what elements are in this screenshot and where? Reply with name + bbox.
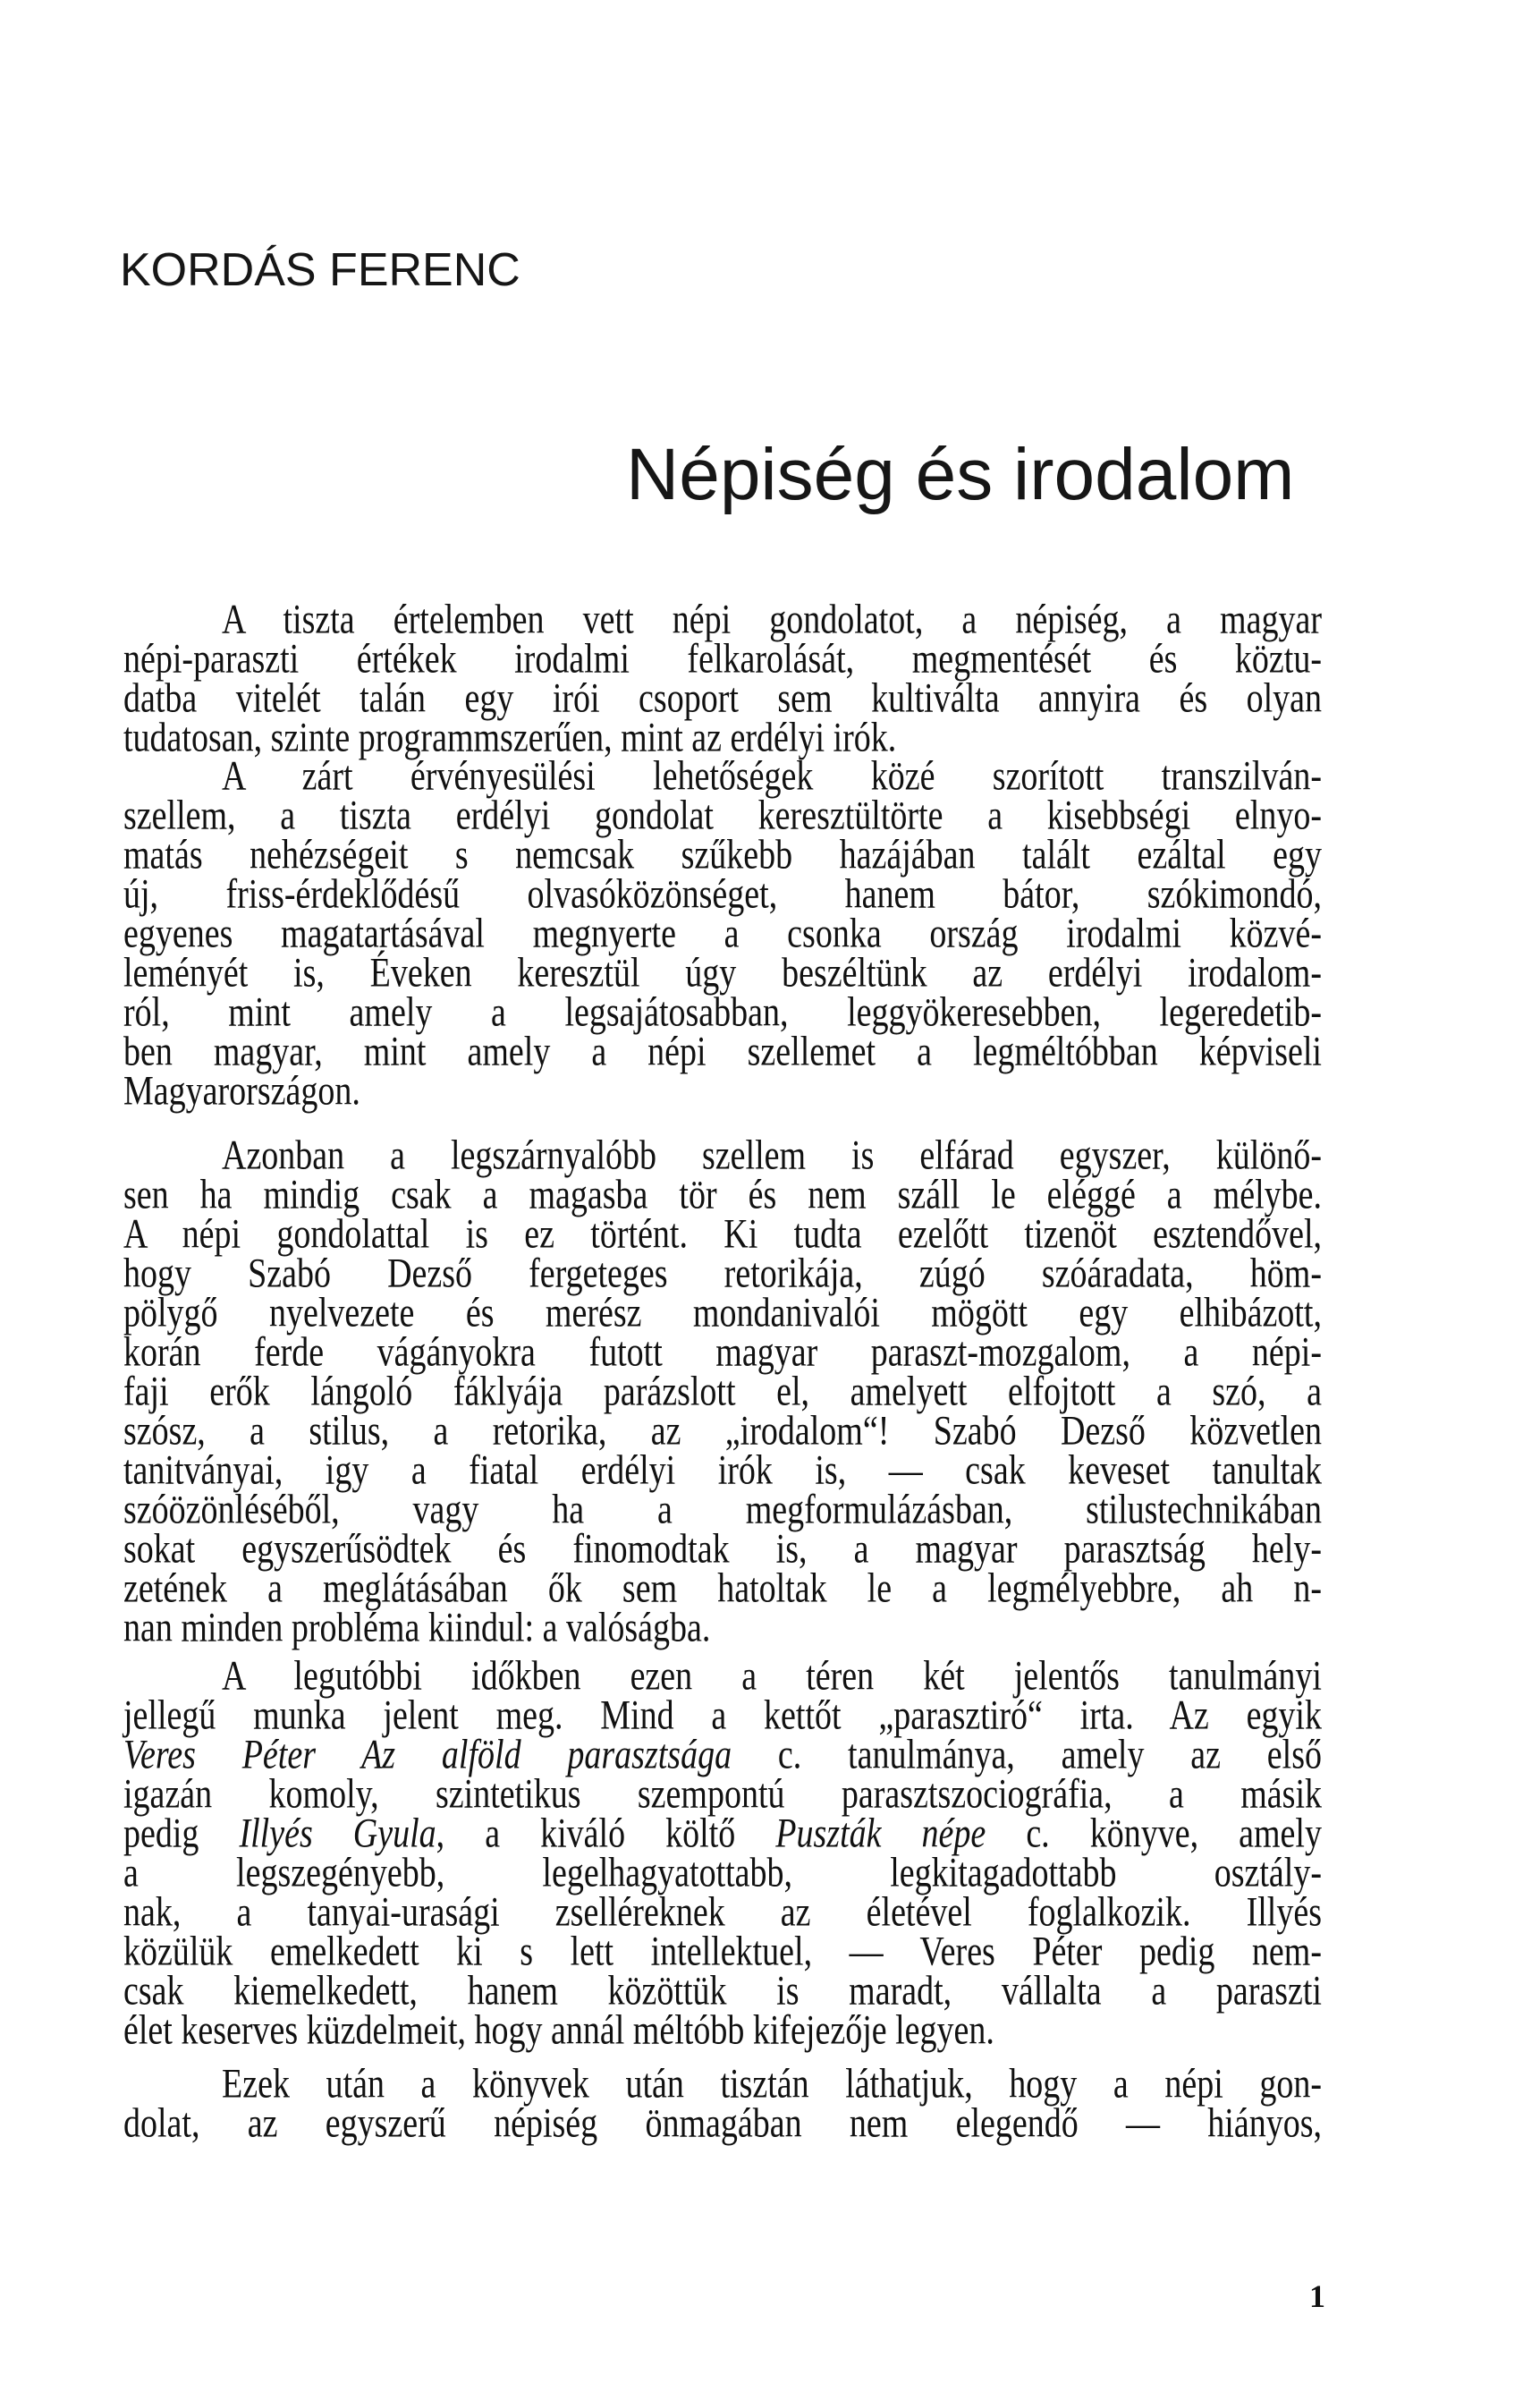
body-text: A zárt érvényesülési lehetőségek közé szorított transzilván- <box>222 753 1322 800</box>
paragraph <box>123 597 1322 761</box>
body-text: c. tanulmánya, amely az első <box>732 1732 1322 1778</box>
body-text: dolat, az egyszerű népiség önmagában nem elegendő — hiányos, <box>123 2100 1322 2147</box>
author-name: KORDÁS FERENC <box>120 244 520 296</box>
body-text: nak, a tanyai-urasági zselléreknek az életével foglalkozik. Illyés <box>123 1889 1322 1936</box>
paragraph <box>123 753 1322 1115</box>
body-text: új, friss-érdeklődésű olvasóközönséget, hanem bátor, szókimondó, <box>123 871 1322 918</box>
body-text: A népi gondolattal is ez történt. Ki tudta ezelőtt tizenöt esztendővel, <box>123 1211 1322 1258</box>
body-text: csak kiemelkedett, hanem közöttük is maradt, vállalta a paraszti <box>123 1968 1322 2014</box>
body-text: szóözönléséből, vagy ha a megformulázásban, stilustechnikában <box>123 1487 1322 1533</box>
italic-title-text: Veres Péter Az alföld parasztsága <box>123 1732 732 1778</box>
body-text: igazán komoly, szintetikus szempontú parasztszociográfia, a másik <box>123 1771 1322 1818</box>
body-text: nan minden probléma kiindul: a valóságba. <box>123 1605 711 1651</box>
body-text: élet keserves küzdelmeit, hogy annál méltóbb kifejezője legyen. <box>123 2007 994 2054</box>
body-text: sen ha mindig csak a magasba tör és nem száll le eléggé a mélybe. <box>123 1172 1322 1218</box>
body-text: A legutóbbi időkben ezen a téren két jelentős tanulmányi <box>222 1653 1322 1700</box>
body-text: tanitványai, igy a fiatal erdélyi irók is, — csak keveset tanultak <box>123 1447 1322 1494</box>
body-text: faji erők lángoló fáklyája parázslott el, amelyett elfojtott a szó, a <box>123 1369 1322 1415</box>
body-text: pölygő nyelvezete és merész mondanivalói mögött egy elhibázott, <box>123 1290 1322 1336</box>
body-text: Ezek után a könyvek után tisztán láthatjuk, hogy a népi gon- <box>222 2061 1322 2107</box>
body-text: sokat egyszerűsödtek és finomodtak is, a magyar parasztság hely- <box>123 1526 1322 1573</box>
body-text: pedig <box>123 1811 240 1857</box>
body-text: datba vitelét talán egy irói csoport sem kultiválta annyira és olyan <box>123 675 1322 722</box>
italic-title-text: Puszták népe <box>775 1811 986 1857</box>
body-text: leményét is, Éveken keresztül úgy beszéltünk az erdélyi irodalom- <box>123 950 1322 996</box>
body-text: matás nehézségeit s nemcsak szűkebb hazájában talált ezáltal egy <box>123 832 1322 878</box>
body-text: egyenes magatartásával megnyerte a csonka ország irodalmi közvé- <box>123 911 1322 957</box>
body-text: jellegű munka jelent meg. Mind a kettőt „parasztiró“ irta. Az egyik <box>123 1692 1322 1739</box>
body-text: zetének a meglátásában ők sem hatoltak le a legmélyebbre, ah n- <box>123 1565 1322 1612</box>
body-text: korán ferde vágányokra futott magyar paraszt-mozgalom, a népi- <box>123 1329 1322 1376</box>
body-text: a legszegényebb, legelhagyatottabb, legkitagadottabb osztály- <box>123 1850 1322 1896</box>
text-line <box>123 2099 1322 2148</box>
paragraph <box>123 2061 1322 2147</box>
italic-title-text: Illyés Gyula <box>239 1811 436 1857</box>
paragraph <box>123 1132 1322 1651</box>
body-text: ben magyar, mint amely a népi szellemet a legméltóbban képviseli <box>123 1029 1322 1075</box>
text-line <box>123 1067 1322 1115</box>
body-text: Azonban a legszárnyalóbb szellem is elfárad egyszer, különő- <box>222 1132 1322 1179</box>
text-line <box>123 2006 1322 2055</box>
body-text: , a kiváló költő <box>436 1811 776 1857</box>
body-text: Magyarországon. <box>123 1068 360 1115</box>
page-number: 1 <box>1309 2278 1325 2314</box>
body-text: közülük emelkedett ki s lett intellektuel, — Veres Péter pedig nem- <box>123 1929 1322 1975</box>
body-text: népi-paraszti értékek irodalmi felkarolását, megmentését és köztu- <box>123 636 1322 683</box>
body-text: c. könyve, amely <box>986 1811 1322 1857</box>
body-text: szósz, a stilus, a retorika, az „irodalom“! Szabó Dezső közvetlen <box>123 1408 1322 1454</box>
body-text: szellem, a tiszta erdélyi gondolat keresztültörte a kisebbségi elnyo- <box>123 793 1322 839</box>
body-text: ról, mint amely a legsajátosabban, leggyökeresebben, legeredetib- <box>123 989 1322 1036</box>
body-text: tudatosan, szinte programmszerűen, mint az erdélyi irók. <box>123 715 897 761</box>
paragraph <box>123 1653 1322 2054</box>
article-title: Népiség és irodalom <box>626 434 1295 515</box>
body-text: hogy Szabó Dezső fergeteges retorikája, zúgó szóáradata, höm- <box>123 1251 1322 1297</box>
body-text: A tiszta értelemben vett népi gondolatot, a népiség, a magyar <box>222 597 1322 643</box>
text-line <box>123 1604 1322 1652</box>
